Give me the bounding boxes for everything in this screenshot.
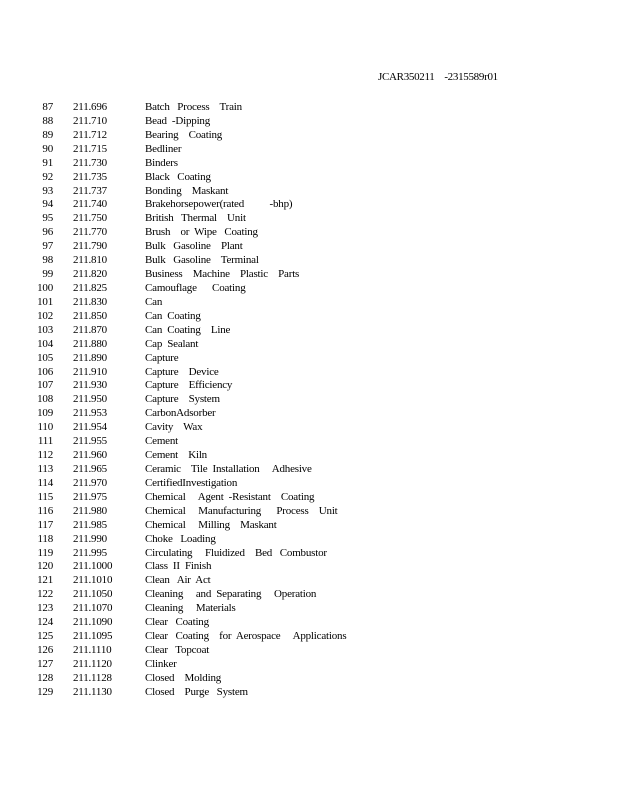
list-item [0,547,618,561]
row-number: 91 [42,156,53,169]
list-item [0,338,618,352]
list-item [0,435,618,449]
defined-term: Cleaning and Separating Operation [145,588,317,601]
list-item [0,324,618,338]
row-number: 93 [42,184,53,197]
row-number: 88 [42,114,53,127]
list-item [0,310,618,324]
section-number: 211.1070 [73,602,113,615]
list-item [0,421,618,435]
defined-term: Brakehorsepower(rated -bhp) [145,198,293,211]
defined-term: Bead -Dipping [145,114,211,127]
row-number: 104 [37,337,53,350]
section-number: 211.1010 [73,574,113,587]
list-item [0,630,618,644]
list-item [0,477,618,491]
section-number: 211.953 [73,407,107,420]
row-number: 92 [42,170,53,183]
row-number: 95 [42,212,53,225]
list-item [0,533,618,547]
defined-term: Cavity Wax [145,421,203,434]
list-item [0,519,618,533]
defined-term: Chemical Agent -Resistant Coating [145,490,315,503]
defined-term: Clear Coating [145,616,209,629]
row-number: 113 [37,462,53,475]
row-number: 109 [37,407,53,420]
defined-term: Bulk Gasoline Plant [145,240,243,253]
row-number: 102 [37,309,53,322]
defined-term: Clean Air Act [145,574,211,587]
list-item [0,574,618,588]
row-number: 119 [37,546,53,559]
row-number: 115 [37,490,53,503]
row-number: 97 [42,240,53,253]
list-item [0,212,618,226]
section-number: 211.1050 [73,588,113,601]
section-number: 211.810 [73,254,107,267]
defined-term: Bedliner [145,142,182,155]
row-number: 101 [37,295,53,308]
list-item [0,407,618,421]
list-item [0,658,618,672]
section-number: 211.850 [73,309,107,322]
row-number: 123 [37,602,53,615]
list-item [0,379,618,393]
section-number: 211.954 [73,421,107,434]
list-item [0,505,618,519]
list-item [0,352,618,366]
list-item [0,296,618,310]
section-number: 211.735 [73,170,107,183]
row-number: 87 [42,101,53,113]
list-item [0,449,618,463]
list-item [0,171,618,185]
row-number: 116 [37,504,53,517]
section-number: 211.910 [73,365,107,378]
row-number: 100 [37,281,53,294]
defined-term: Can [145,295,163,308]
defined-term: Cleaning Materials [145,602,236,615]
section-number: 211.1128 [73,671,112,684]
list-item [0,393,618,407]
list-item [0,115,618,129]
row-number: 126 [37,643,53,656]
list-item [0,616,618,630]
defined-term: Capture Efficiency [145,379,233,392]
defined-term: Cement [145,435,179,448]
list-item [0,198,618,212]
list-item [0,157,618,171]
defined-term: Choke Loading [145,532,216,545]
defined-term: Closed Molding [145,671,222,684]
section-number: 211.740 [73,198,107,211]
section-number: 211.960 [73,449,107,462]
section-number: 211.870 [73,323,107,336]
row-number: 128 [37,671,53,684]
document-id: -2315589r01 [444,71,498,83]
section-number: 211.790 [73,240,107,253]
section-number: 211.1130 [73,685,112,698]
section-number: 211.770 [73,226,107,239]
list-item [0,491,618,505]
defined-term: British Thermal Unit [145,212,246,225]
defined-term: Business Machine Plastic Parts [145,268,300,281]
row-number: 89 [42,128,53,141]
defined-term: CertifiedInvestigation [145,476,238,489]
list-item [0,672,618,686]
row-number: 122 [37,588,53,601]
section-number: 211.710 [73,114,107,127]
list-item [0,366,618,380]
row-number: 96 [42,226,53,239]
list-item [0,268,618,282]
defined-term: Clinker [145,657,177,670]
row-number: 111 [37,435,53,448]
row-number: 125 [37,630,53,643]
defined-term: Chemical Milling Maskant [145,518,277,531]
section-number: 211.990 [73,532,107,545]
defined-term: Capture [145,351,179,364]
defined-term: Clear Topcoat [145,643,210,656]
section-number: 211.995 [73,546,107,559]
defined-term: Closed Purge System [145,685,248,698]
document-code: JCAR350211 [378,71,435,83]
section-number: 211.950 [73,393,107,406]
defined-term: Bulk Gasoline Terminal [145,254,259,267]
section-number: 211.930 [73,379,107,392]
section-number: 211.1090 [73,616,113,629]
defined-term: Binders [145,156,178,169]
section-number: 211.737 [73,184,107,197]
list-item [0,588,618,602]
row-number: 118 [37,532,53,545]
defined-term: Cap Sealant [145,337,199,350]
section-number: 211.1000 [73,560,113,573]
section-number: 211.975 [73,490,107,503]
row-number: 107 [37,379,53,392]
defined-term: Black Coating [145,170,211,183]
section-number: 211.980 [73,504,107,517]
row-number: 90 [42,142,53,155]
row-number: 103 [37,323,53,336]
section-number: 211.825 [73,281,107,294]
section-number: 211.970 [73,476,107,489]
row-number: 117 [37,518,53,531]
defined-term: Chemical Manufacturing Process Unit [145,504,338,517]
list-item [0,560,618,574]
defined-term: Batch Process Train [145,101,242,113]
row-number: 127 [37,657,53,670]
list-item [0,463,618,477]
section-number: 211.985 [73,518,107,531]
section-number: 211.890 [73,351,107,364]
list-item [0,602,618,616]
defined-term: Circulating Fluidized Bed Combustor [145,546,327,559]
defined-term: Cement Kiln [145,449,207,462]
defined-term: Camouflage Coating [145,281,246,294]
document-header [378,71,498,83]
defined-term: Capture Device [145,365,219,378]
section-number: 211.696 [73,101,107,113]
row-number: 114 [37,476,53,489]
definitions-list [0,101,618,700]
list-item [0,226,618,240]
section-number: 211.830 [73,295,107,308]
defined-term: Bonding Maskant [145,184,229,197]
defined-term: Class II Finish [145,560,212,573]
row-number: 120 [37,560,53,573]
section-number: 211.715 [73,142,107,155]
defined-term: Capture System [145,393,220,406]
row-number: 98 [42,254,53,267]
defined-term: Brush or Wipe Coating [145,226,258,239]
section-number: 211.1095 [73,630,113,643]
row-number: 110 [37,421,53,434]
list-item [0,282,618,296]
list-item [0,686,618,700]
defined-term: Can Coating [145,309,201,322]
row-number: 106 [37,365,53,378]
list-item [0,240,618,254]
defined-term: Can Coating Line [145,323,231,336]
defined-term: CarbonAdsorber [145,407,216,420]
row-number: 129 [37,685,53,698]
defined-term: Clear Coating for Aerospace Applications [145,630,347,643]
section-number: 211.880 [73,337,107,350]
section-number: 211.1110 [73,643,112,656]
list-item [0,129,618,143]
list-item [0,254,618,268]
section-number: 211.955 [73,435,107,448]
section-number: 211.965 [73,462,107,475]
row-number: 108 [37,393,53,406]
section-number: 211.820 [73,268,107,281]
section-number: 211.730 [73,156,107,169]
row-number: 94 [42,198,53,211]
section-number: 211.750 [73,212,107,225]
defined-term: Ceramic Tile Installation Adhesive [145,462,312,475]
row-number: 112 [37,449,53,462]
defined-term: Bearing Coating [145,128,223,141]
list-item [0,143,618,157]
list-item [0,185,618,199]
list-item [0,101,618,115]
list-item [0,644,618,658]
section-number: 211.712 [73,128,107,141]
row-number: 124 [37,616,53,629]
row-number: 121 [37,574,53,587]
row-number: 99 [42,268,53,281]
row-number: 105 [37,351,53,364]
section-number: 211.1120 [73,657,112,670]
